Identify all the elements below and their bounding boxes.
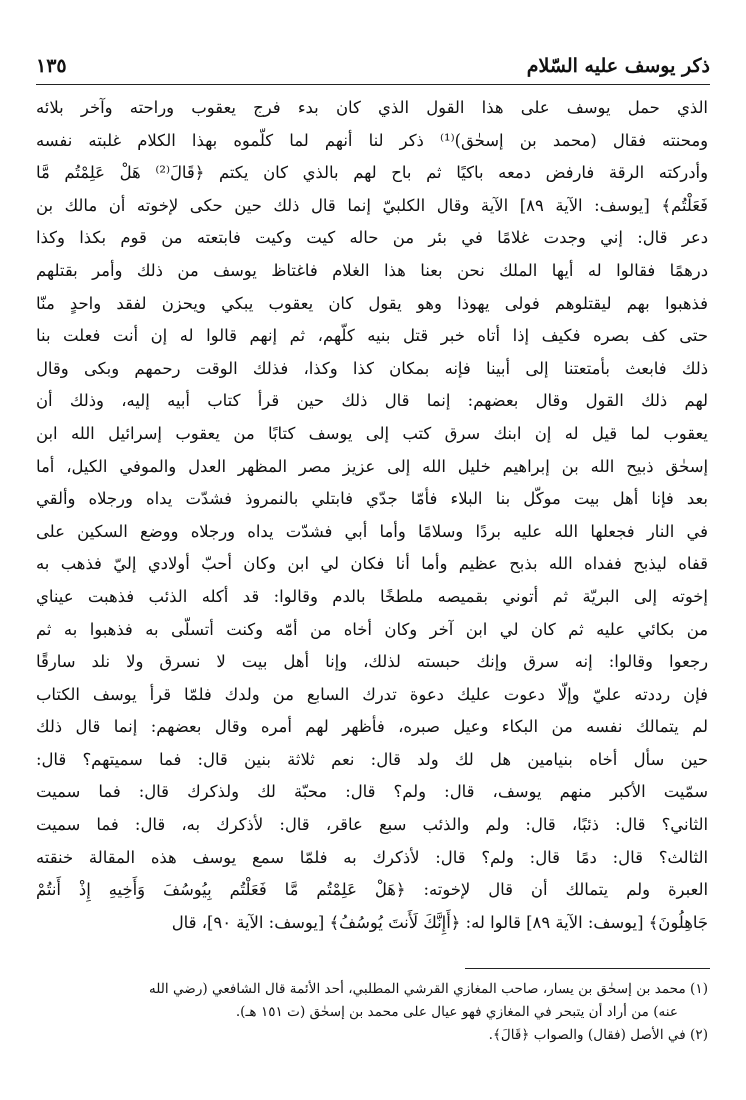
text-line: إخوته إلى البريّة ثم أتوني بقميصه ملطخًا بالدم وقالوا: قد أكله الذئب فذهبت عيناي <box>36 586 708 606</box>
footnotes <box>36 978 708 1047</box>
text-line: ومحنته فقال (محمد بن إسحٰق)⁽¹⁾ ذكر لنا أنهم لما كلّموه بهذا الكلام غلبته نفسه <box>36 130 708 150</box>
text-line: الذي حمل يوسف على هذا القول الذي كان بدء فرج يعقوب وراحته وآخر بلائه <box>36 98 708 117</box>
text-line: حتى كف بصره فكيف إذا أتاه خبر قتل بنيه كلّهم، ثم إنهم قالوا له إن أنت فعلت بنا <box>36 326 708 346</box>
footnote-line: (١) محمد بن إسحٰق بن يسار، صاحب المغازي القرشي المطلبي، أحد الأئمة قال الشافعي (رضي الله <box>148 981 708 997</box>
text-line: الثالث؟ قال: دمًا قال: ولم؟ قال: لأذكرك به فلمّا سمع يوسف هذه المقالة خنقته <box>36 847 708 867</box>
text-line: جَاهِلُونَ﴾ [يوسف: الآية ٨٩] قالوا له: ﴿أَإِنَّكَ لَأَنتَ يُوسُفُ﴾ [يوسف: الآية ٩٠]، قال <box>171 912 708 932</box>
text-line: لم يتمالك نفسه من البكاء وعيل صبره، فأظهر لهم أمره وقال بعضهم: إنما قال ذلك <box>36 717 708 737</box>
running-title: ذكر يوسف عليه السّلام <box>526 55 710 77</box>
footnote-divider <box>465 968 710 969</box>
text-line: يعقوب لما قيل له إن ابنك سرق كتب إلى يوسف كتابًا من يعقوب إسرائيل الله ابن <box>36 423 708 443</box>
text-line: لهم ذلك القول وقال بعضهم: إنما قال ذلك حين قرأ كتاب أبيه إليه، وذلك أن <box>36 391 708 411</box>
footnote-line: عنه) من أراد أن يتبحر في المغازي فهو عيال على محمد بن إسحٰق (ت ١٥١ هـ). <box>235 1004 678 1020</box>
footnote-line: (٢) في الأصل (فقال) والصواب ﴿قَالَ﴾. <box>488 1027 708 1043</box>
text-line: درهمًا فقالوا له أيها الملك نحن بعنا هذا الغلام فاغتاظ يوسف من ذلك وأمر بقتلهم <box>36 260 708 280</box>
text-line: فذهبوا بهم ليقتلوهم فولى يهوذا وهو يقول كان يعقوب يبكي ويحزن لفقد واحدٍ منّا <box>36 293 708 313</box>
text-line: رجعوا وقالوا: إنه سرق وإنك حبسته لذلك، وإنا أهل بيت لا نسرق ولا نلد سارقًا <box>36 652 708 672</box>
text-line: قفاه ليذبح ففداه الله بذبح عظيم وأما أنا فكان لي ابن وكان أحبّ أولادي إليّ فذهب به <box>36 554 708 574</box>
header-divider <box>36 84 710 85</box>
text-line: دعر قال: إني وجدت غلامًا في بئر من حاله كيت وكيت فابتعته من قوم بكذا وكذا <box>36 228 708 248</box>
page-number: ١٣٥ <box>36 55 67 77</box>
text-line: فَعَلْتُم﴾ [يوسف: الآية ٨٩] الآية وقال الكلبيّ إنما قال ذلك حين حكى لإخوته أن مالك بن <box>36 195 708 215</box>
text-line: بعد فإنا أهل بيت موكّل بنا البلاء فأمّا جدّي فابتلي بالنمروذ فشدّت يداه ورجلاه وألقي <box>36 489 708 509</box>
text-line: حين سأل أخاه بنيامين هل لك ولد قال: نعم ثلاثة بنين قال: فما سميتهم؟ قال: <box>36 749 708 769</box>
page-header <box>36 52 710 82</box>
text-line: من بكائي عليه ثم كان لي ابن آخر وكان أخاه من أمّه وكنت أتسلّى به فذهبوا به ثم <box>36 619 708 639</box>
text-line: فإن رددته عليّ وإلّا دعوت عليك دعوة تدرك السابع من ولدك فلمّا قرأ يوسف الكتاب <box>36 684 708 704</box>
main-text <box>36 92 708 939</box>
text-line: سمّيت الأكبر منهم يوسف، قال: ولم؟ قال: محبّة لك ولذكرك قال: فما سميت <box>36 782 708 802</box>
text-line: في النار فجعلها الله عليه بردًا وسلامًا وأما أبي فشدّت يداه ورجلاه ووضع السكين على <box>36 521 708 541</box>
text-line: ذلك فابعث بأمتعتنا إلى أبينا فإنه بمكان كذا وكذا، فذلك الوقت رحمهم وبكى وقال <box>36 358 708 378</box>
text-line: وأدركته الرقة فارفض دمعه باكيًا ثم باح لهم بالذي كان يكتم ﴿قَالَ⁽²⁾ هَلْ عَلِمْتُم مَّا <box>36 163 708 183</box>
text-line: العبرة ولم يتمالك أن قال لإخوته: ﴿هَلْ عَلِمْتُم مَّا فَعَلْتُم بِيُوسُفَ وَأَخِيهِ إِذْ أَنتُمْ <box>36 880 708 900</box>
text-line: إسحٰق ذبيح الله بن إبراهيم خليل الله إلى عزيز مصر المظهر العدل والموفي الكيل، أما <box>36 456 708 476</box>
text-line: الثاني؟ قال: ذئبًا، قال: ولم والذئب سبع عاقر، قال: لأذكرك به، قال: فما سميت <box>36 815 708 835</box>
